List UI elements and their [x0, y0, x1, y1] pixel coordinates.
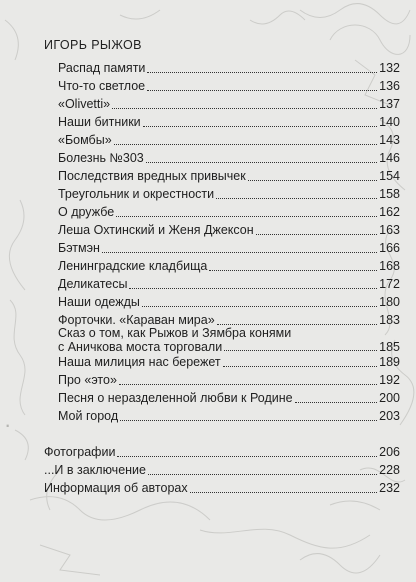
- leader-dots: [146, 154, 377, 163]
- toc-entry-page: 183: [379, 313, 400, 327]
- toc-entry-page: 162: [379, 205, 400, 219]
- leader-dots: [143, 118, 377, 127]
- toc-entry-title: Мой город: [58, 409, 119, 423]
- toc-entry-page: 163: [379, 223, 400, 237]
- leader-dots: [148, 466, 377, 475]
- leader-dots: [147, 64, 377, 73]
- toc-entry-page: 185: [379, 340, 400, 354]
- toc-entry-page: 232: [379, 481, 400, 495]
- toc-entry-page: 168: [379, 259, 400, 273]
- toc-entry-page: 172: [379, 277, 400, 291]
- toc-entry-title: Ленинградские кладбища: [58, 259, 208, 273]
- toc-entry-page: 137: [379, 97, 400, 111]
- leader-dots: [116, 208, 377, 217]
- toc-entry-page: 140: [379, 115, 400, 129]
- toc-entry-title-line2: с Аничкова моста торговали: [58, 340, 223, 354]
- toc-entry-page: 180: [379, 295, 400, 309]
- toc-entry-title: Информация об авторах: [44, 481, 188, 495]
- leader-dots: [112, 100, 377, 109]
- leader-dots: [217, 316, 377, 325]
- toc-entry[interactable]: [58, 259, 400, 274]
- leader-dots: [117, 448, 377, 457]
- toc-entry-page: 203: [379, 409, 400, 423]
- toc-entry[interactable]: [58, 79, 400, 94]
- toc-entry-page: 132: [379, 61, 400, 75]
- leader-dots: [216, 190, 377, 199]
- toc-entry-page: 146: [379, 151, 400, 165]
- leader-dots: [295, 394, 378, 403]
- toc-entry-title: Деликатесы: [58, 277, 128, 291]
- toc-entry-page: 166: [379, 241, 400, 255]
- toc-entry-page: 154: [379, 169, 400, 183]
- toc-entry-title: Леша Охтинский и Женя Джексон: [58, 223, 254, 237]
- toc-entry-page: 192: [379, 373, 400, 387]
- leader-dots: [114, 136, 377, 145]
- toc-entry-title: Распад памяти: [58, 61, 146, 75]
- toc-entry[interactable]: [58, 169, 400, 184]
- svg-text:·: ·: [4, 412, 12, 437]
- toc-entry-title: Фотографии: [44, 445, 116, 459]
- toc-entry-backmatter[interactable]: [44, 463, 400, 478]
- toc-entry-title: Что-то светлое: [58, 79, 146, 93]
- toc-entry[interactable]: [58, 391, 400, 406]
- leader-dots: [256, 226, 377, 235]
- toc-entry-title: Бэтмэн: [58, 241, 100, 255]
- toc-entry[interactable]: [58, 277, 400, 292]
- leader-dots: [190, 484, 378, 493]
- toc-entry-multiline[interactable]: [58, 326, 400, 354]
- toc-entry-page: 228: [379, 463, 400, 477]
- toc-entry-backmatter[interactable]: [44, 445, 400, 460]
- toc-entry-title: Последствия вредных привычек: [58, 169, 246, 183]
- leader-dots: [129, 280, 377, 289]
- leader-dots: [102, 244, 377, 253]
- toc-entry-title-line1: Сказ о том, как Рыжов и Зямбра конями: [58, 326, 292, 340]
- toc-entry[interactable]: [58, 295, 400, 310]
- toc-entry[interactable]: [58, 409, 400, 424]
- leader-dots: [223, 358, 378, 367]
- toc-entry-page: 158: [379, 187, 400, 201]
- toc-entry-page: 189: [379, 355, 400, 369]
- toc-entry-title: О дружбе: [58, 205, 115, 219]
- toc-entry[interactable]: [58, 187, 400, 202]
- leader-dots: [119, 376, 377, 385]
- toc-entry-title: Болезнь №303: [58, 151, 144, 165]
- toc-entry-title: «Бомбы»: [58, 133, 112, 147]
- toc-entry-title: Треугольник и окрестности: [58, 187, 215, 201]
- toc-entry[interactable]: [58, 205, 400, 220]
- toc-entry[interactable]: [58, 97, 400, 112]
- toc-entry-page: 206: [379, 445, 400, 459]
- toc-entry-title: Наша милиция нас бережет: [58, 355, 221, 369]
- toc-entry-page: 200: [379, 391, 400, 405]
- leader-dots: [248, 172, 377, 181]
- toc-entry-title: Форточки. «Караван мира»: [58, 313, 215, 327]
- toc-entry-title: Про «это»: [58, 373, 117, 387]
- toc-entry[interactable]: [58, 355, 400, 370]
- toc-entry[interactable]: [58, 223, 400, 238]
- toc-entry[interactable]: [58, 151, 400, 166]
- toc-entry[interactable]: [58, 61, 400, 76]
- toc-entry[interactable]: [58, 373, 400, 388]
- toc-entry-title: Наши битники: [58, 115, 141, 129]
- leader-dots: [209, 262, 377, 271]
- leader-dots: [224, 342, 377, 351]
- toc-entry-title: Наши одежды: [58, 295, 140, 309]
- leader-dots: [147, 82, 377, 91]
- toc-entry-page: 143: [379, 133, 400, 147]
- leader-dots: [142, 298, 377, 307]
- author-heading: ИГОРЬ РЫЖОВ: [44, 38, 142, 52]
- toc-entry-title: Песня о неразделенной любви к Родине: [58, 391, 293, 405]
- toc-entry-page: 136: [379, 79, 400, 93]
- toc-entry[interactable]: [58, 115, 400, 130]
- toc-entry-title: «Olivetti»: [58, 97, 111, 111]
- leader-dots: [120, 412, 377, 421]
- toc-entry[interactable]: [58, 241, 400, 256]
- toc-entry-title: ...И в заключение: [44, 463, 146, 477]
- toc-entry[interactable]: [58, 133, 400, 148]
- toc-entry-backmatter[interactable]: [44, 481, 400, 496]
